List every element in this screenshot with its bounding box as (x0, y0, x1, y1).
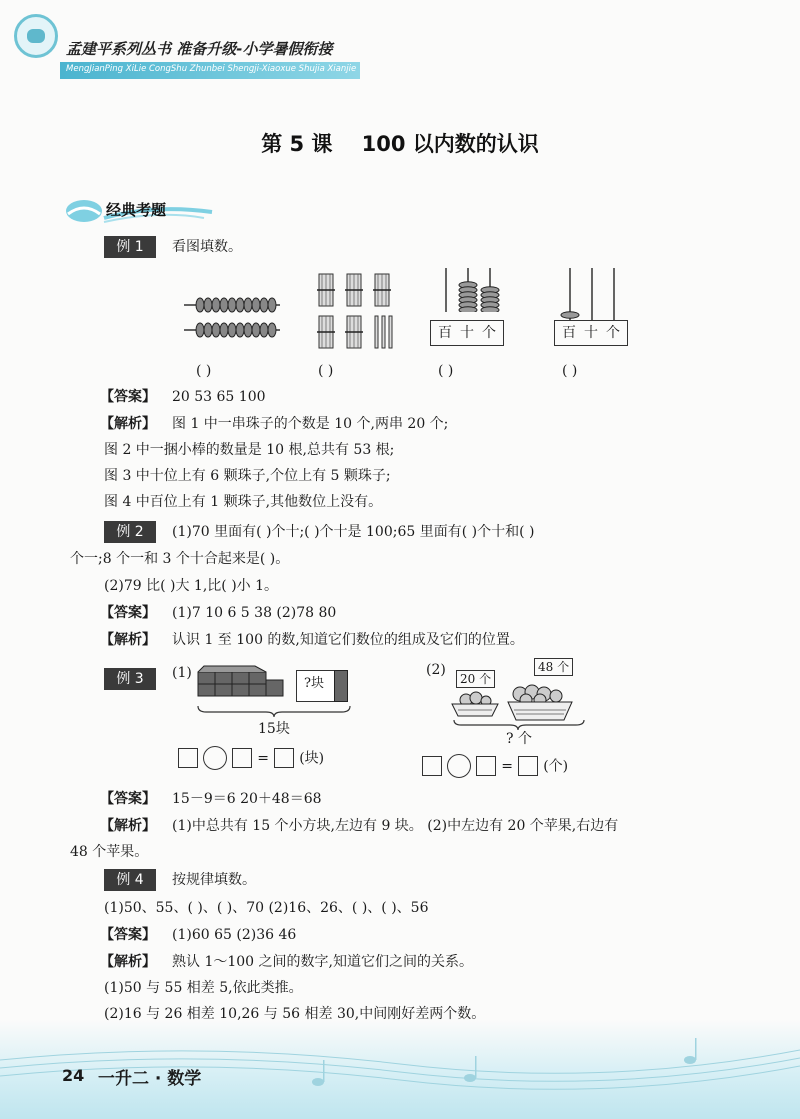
example-4-label: 例 4 (104, 869, 156, 891)
blank-fig-2: ( ) (318, 363, 334, 379)
operator-circle[interactable] (447, 754, 471, 778)
ex3-total-2: ? 个 (506, 731, 532, 747)
ex2-line-1: (1)70 里面有( )个十;( )个十是 100;65 里面有( )个十和( ) (172, 524, 535, 540)
analysis-label: 【解析】 (100, 954, 156, 970)
ex2-line-3: (2)79 比( )大 1,比( )小 1。 (104, 578, 279, 594)
right-basket-count: 48 个 (534, 658, 573, 676)
abacus-figure-1 (430, 264, 506, 312)
cube-row-figure (196, 664, 286, 702)
series-title: 孟建平系列丛书 准备升级-小学暑假衔接 (66, 40, 333, 58)
answer-box[interactable] (518, 756, 538, 776)
ex3-analysis-line-2: 48 个苹果。 (70, 844, 149, 860)
answer-label: 【答案】 (100, 927, 156, 943)
operator-circle[interactable] (203, 746, 227, 770)
place-hundreds: 百 (438, 325, 452, 341)
answer-box[interactable] (178, 748, 198, 768)
analysis-label: 【解析】 (100, 818, 156, 834)
answer-box[interactable] (232, 748, 252, 768)
answer-label: 【答案】 (100, 605, 156, 621)
lesson-title: 第 5 课 100 以内数的认识 (261, 132, 539, 156)
ex1-analysis-line: 图 3 中十位上有 6 颗珠子,个位上有 5 颗珠子; (104, 468, 391, 484)
equation-1 (178, 746, 324, 770)
place-hundreds: 百 (562, 325, 576, 341)
ex4-line-1: (1)50、55、( )、( )、70 (2)16、26、( )、( )、56 (104, 900, 429, 916)
analysis-label: 【解析】 (100, 416, 156, 432)
ex3-answer: 15－9＝6 20＋48＝68 (172, 791, 322, 807)
example-3-label: 例 3 (104, 668, 156, 690)
blank-fig-4: ( ) (562, 363, 578, 379)
place-ones: 个 (482, 325, 496, 341)
page-number: 24 (62, 1066, 85, 1085)
bead-strings-figure (182, 288, 282, 346)
answer-label: 【答案】 (100, 791, 156, 807)
left-basket-count: 20 个 (456, 670, 495, 688)
abacus-base-1 (430, 320, 504, 346)
example-4-question: 按规律填数。 (172, 872, 256, 888)
ex1-analysis-line: 图 1 中一串珠子的个数是 10 个,两串 20 个; (172, 416, 449, 432)
equals-sign: = (501, 758, 514, 775)
hidden-cubes-figure (296, 668, 348, 702)
section-title: 经典考题 (106, 201, 167, 219)
stick-bundles-figure (316, 270, 398, 352)
unknown-cubes-label: ?块 (304, 676, 324, 691)
example-1-question: 看图填数。 (172, 239, 242, 255)
place-tens: 十 (460, 325, 474, 341)
ex1-analysis-line: 图 4 中百位上有 1 颗珠子,其他数位上没有。 (104, 494, 383, 510)
answer-label: 【答案】 (100, 389, 156, 405)
abacus-base-2 (554, 320, 628, 346)
ex1-analysis-line: 图 2 中一捆小棒的数量是 10 根,总共有 53 根; (104, 442, 395, 458)
ex3-part1-label: (1) (172, 665, 192, 681)
place-ones: 个 (606, 325, 620, 341)
footer-subject: 一升二 · 数学 (98, 1069, 202, 1089)
ex3-part2-label: (2) (426, 662, 446, 678)
unit-label: (个) (543, 758, 569, 775)
abacus-figure-2 (554, 264, 630, 320)
ex3-analysis-line-1: (1)中总共有 15 个小方块,左边有 9 块。 (2)中左边有 20 个苹果,右边有 (172, 818, 619, 834)
example-1-label: 例 1 (104, 236, 156, 258)
blank-fig-3: ( ) (438, 363, 454, 379)
equation-2 (422, 754, 568, 778)
blank-fig-1: ( ) (196, 363, 212, 379)
ex1-answer: 20 53 65 100 (172, 389, 266, 405)
series-pinyin: MengJianPing XiLie CongShu Zhunbei Shengji-Xiaoxue Shujia Xianjie (66, 64, 357, 74)
unit-label: (块) (299, 750, 325, 767)
ex4-answer: (1)60 65 (2)36 46 (172, 927, 297, 943)
ex4-analysis-line-2: (1)50 与 55 相差 5,依此类推。 (104, 980, 303, 996)
total-brace-1 (196, 704, 352, 718)
ex2-answer: (1)7 10 6 5 38 (2)78 80 (172, 605, 337, 621)
ex4-analysis-line-3: (2)16 与 26 相差 10,26 与 56 相差 30,中间刚好差两个数。 (104, 1006, 486, 1022)
answer-box[interactable] (274, 748, 294, 768)
analysis-label: 【解析】 (100, 632, 156, 648)
series-logo (14, 14, 58, 58)
equals-sign: = (257, 750, 270, 767)
ex2-analysis: 认识 1 至 100 的数,知道它们数位的组成及它们的位置。 (172, 632, 524, 648)
ex4-analysis-line-1: 熟认 1～100 之间的数字,知道它们之间的关系。 (172, 954, 473, 970)
ex2-line-2: 个一;8 个一和 3 个十合起来是( )。 (70, 551, 290, 567)
answer-box[interactable] (422, 756, 442, 776)
place-tens: 十 (584, 325, 598, 341)
example-2-label: 例 2 (104, 521, 156, 543)
ex3-total-1: 15块 (258, 721, 290, 737)
answer-box[interactable] (476, 756, 496, 776)
